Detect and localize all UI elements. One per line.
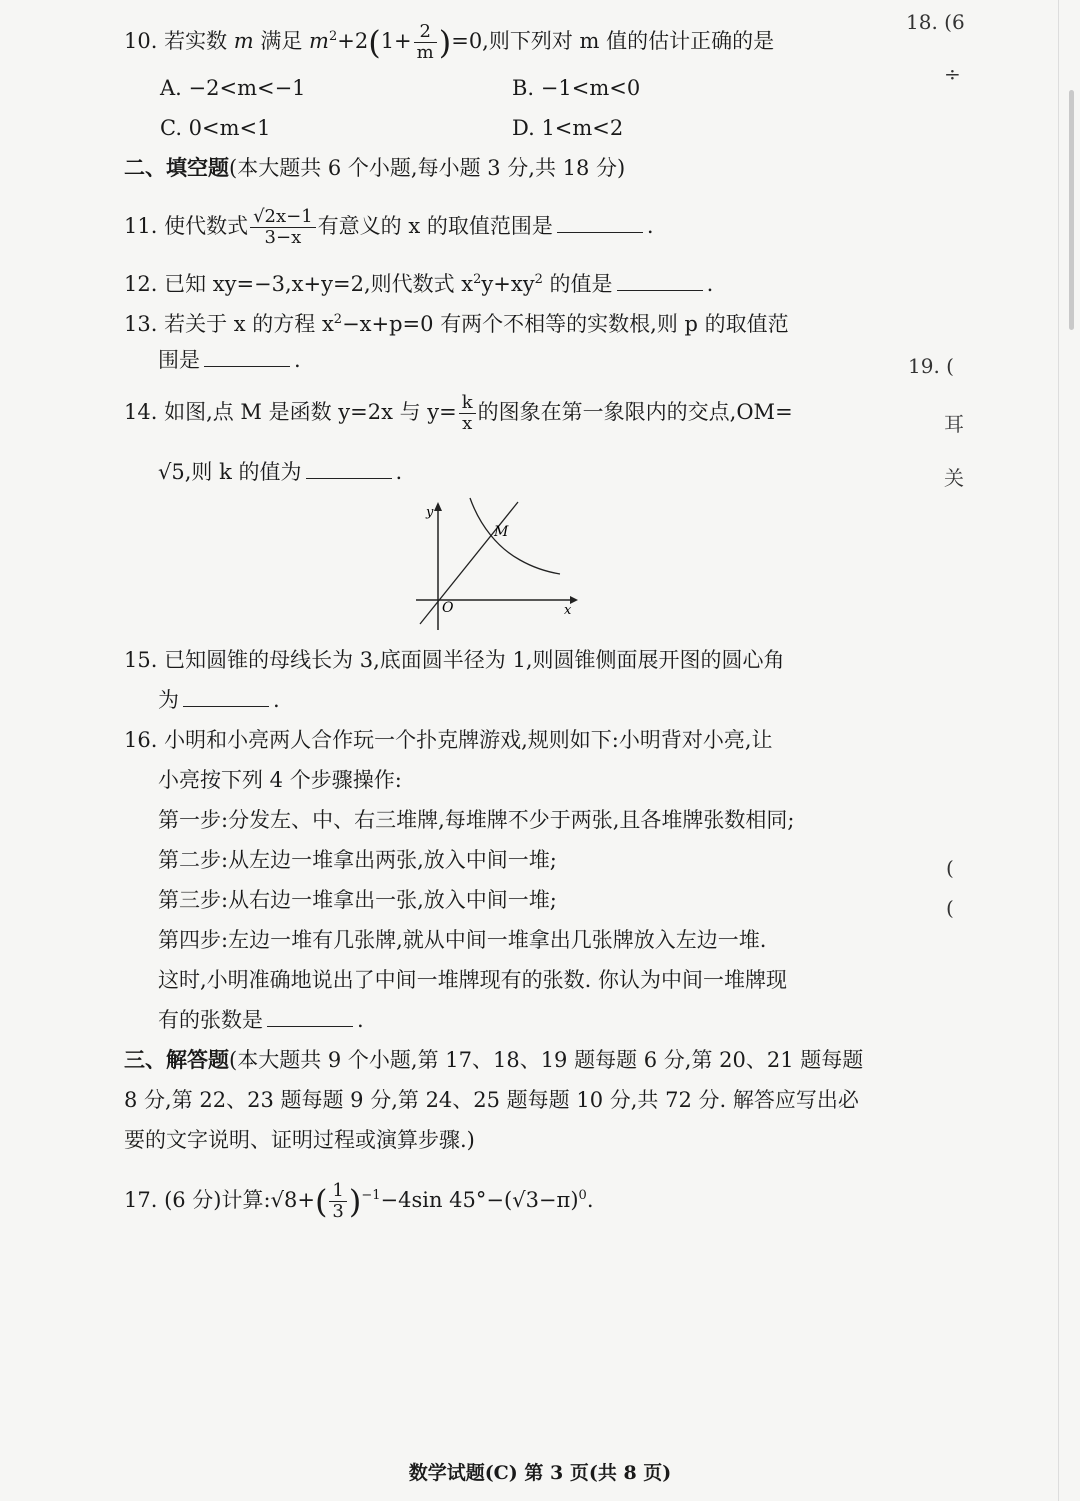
fraction-2-over-m: $\frac{2}{m}$ (414, 22, 437, 63)
function-graph-figure (408, 496, 588, 636)
line-y-2x (420, 502, 518, 624)
section-2-heading: 二、填空题(本大题共 6 个小题,每小题 3 分,共 18 分) (124, 155, 626, 180)
question-13-line-1: 13. 若关于 x 的方程 $x^2-x+p=0$ 有两个不相等的实数根,则 p 的取值范 (124, 312, 789, 336)
label-y: y (426, 505, 434, 520)
answer-blank-15[interactable] (183, 688, 269, 707)
section-3-note-line-2: 8 分,第 22、23 题每题 9 分,第 24、25 题每题 10 分,共 72 分. 解答应写出必 (124, 1088, 859, 1112)
section-3-heading: 三、解答题(本大题共 9 个小题,第 17、18、19 题每题 6 分,第 20、21 题每题 (124, 1047, 864, 1072)
question-17: 17. (6 分)计算:√8+( $\frac{1}{3}$ )$^{-1}$−4sin $45^\circ-(√3-\pi)^0$. (124, 1180, 594, 1222)
question-16-line-2: 小亮按下列 4 个步骤操作: (158, 768, 402, 792)
option-d: D. 1<m<2 (512, 116, 624, 140)
y-axis-arrow-icon (434, 502, 442, 511)
section-3-note-line-3: 要的文字说明、证明过程或演算步骤.) (124, 1128, 475, 1152)
question-10: 10. 若实数 m 满足 $m^2+2(1+$ $\frac{2}{m}$ )=0,则下列对 m 值的估计正确的是 (124, 21, 775, 63)
question-14-line-1: 14. 如图,点 M 是函数 y=2x 与 y= $\frac{k}{x}$ 的图象在第一象限内的交点,OM= (124, 392, 793, 434)
margin-divide: ÷ (944, 62, 961, 86)
question-16-line-7: 这时,小明准确地说出了中间一堆牌现有的张数. 你认为中间一堆牌现 (158, 968, 788, 992)
question-12: 12. 已知 xy=−3,x+y=2,则代数式 $x^2y+xy^2$ 的值是 . (124, 272, 714, 296)
option-a: A. −2<m<−1 (160, 76, 306, 100)
answer-blank-11[interactable] (557, 214, 643, 233)
fraction-k-over-x: $\frac{k}{x}$ (459, 393, 476, 434)
hyperbola-k-over-x (470, 498, 560, 574)
answer-blank-13[interactable] (204, 348, 290, 367)
option-b: B. −1<m<0 (512, 76, 641, 100)
answer-blank-16[interactable] (267, 1008, 353, 1027)
question-16-line-1: 16. 小明和小亮两人合作玩一个扑克牌游戏,规则如下:小明背对小亮,让 (124, 728, 773, 752)
margin-char-2: 关 (944, 466, 964, 490)
scrollbar[interactable] (1069, 90, 1074, 330)
margin-char-1: 耳 (944, 412, 964, 436)
margin-q19: 19. ( (908, 354, 954, 378)
question-16-step-1: 第一步:分发左、中、右三堆牌,每堆牌不少于两张,且各堆牌张数相同; (158, 808, 795, 832)
question-11: 11. 使代数式 $\frac{√2x-1}{3-x}$ 有意义的 x 的取值范围是 . (124, 206, 654, 248)
question-16-line-8: 有的张数是 . (158, 1008, 364, 1032)
margin-q18: 18. (6 (906, 10, 965, 34)
fraction-sqrt-over-3-minus-x: $\frac{√2x-1}{3-x}$ (250, 207, 316, 248)
answer-blank-14[interactable] (306, 460, 392, 479)
margin-paren-2: ( (946, 896, 954, 920)
answer-blank-12[interactable] (617, 272, 703, 291)
question-15-line-1: 15. 已知圆锥的母线长为 3,底面圆半径为 1,则圆锥侧面展开图的圆心角 (124, 648, 785, 672)
question-13-line-2: 围是 . (158, 348, 301, 372)
label-x: x (564, 603, 572, 618)
question-16-step-2: 第二步:从左边一堆拿出两张,放入中间一堆; (158, 848, 557, 872)
label-point-m: M (494, 524, 509, 540)
fraction-1-over-3: $\frac{1}{3}$ (329, 1181, 346, 1222)
question-14-line-2: √5,则 k 的值为 . (158, 460, 403, 484)
question-16-step-4: 第四步:左边一堆有几张牌,就从中间一堆拿出几张牌放入左边一堆. (158, 928, 767, 952)
page-edge (1058, 0, 1059, 1501)
question-15-line-2: 为 . (158, 688, 280, 712)
margin-paren-1: ( (946, 856, 954, 880)
page-footer: 数学试题(C) 第 3 页(共 8 页) (408, 1462, 672, 1484)
label-origin: O (442, 600, 454, 616)
question-16-step-3: 第三步:从右边一堆拿出一张,放入中间一堆; (158, 888, 557, 912)
option-c: C. 0<m<1 (160, 116, 271, 140)
